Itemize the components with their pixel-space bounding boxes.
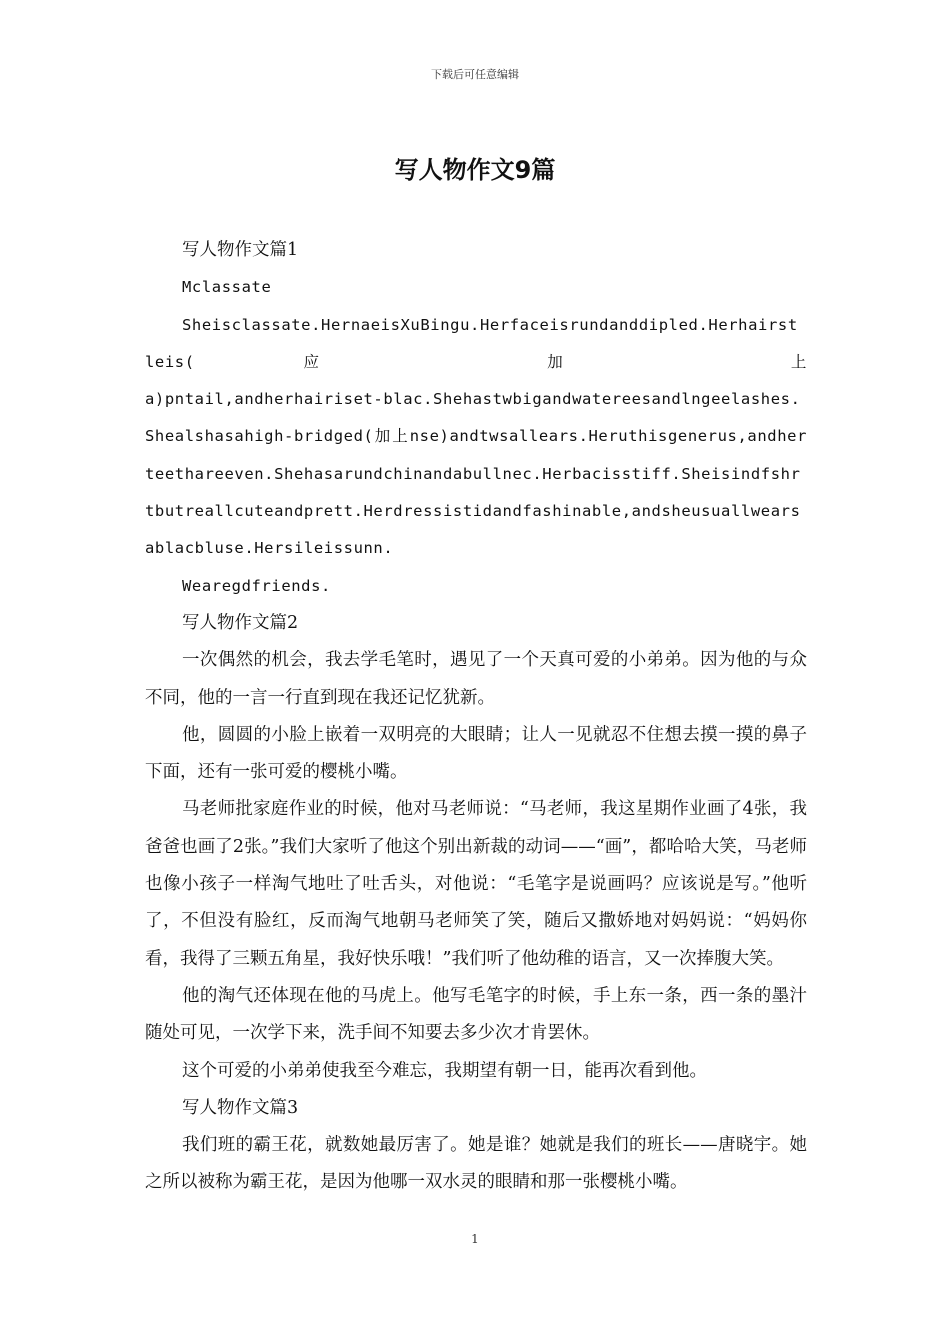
- section-heading-1: 写人物作文篇1: [182, 240, 299, 260]
- page-header: 下载后可任意编辑: [431, 68, 519, 81]
- chinese-fragment-3: 上: [790, 352, 808, 371]
- english-paragraph-1: [145, 307, 807, 568]
- english-line-2: Wearegdfriends.: [182, 576, 331, 595]
- paragraph: 马老师批家庭作业的时候，他对马老师说：“马老师，我这星期作业画了4张，我爸爸也画了2张。”我们大家听了他这个别出新裁的动词——“画”，都哈哈大笑，马老师也像小孩子一样淘气地吐了吐舌头，对他说：“毛笔字是说画吗？应该说是写。”他听了，不但没有脸红，反而淘气地朝马老师笑了笑，随后又撒娇地对妈妈说：“妈妈你看，我得了三颗五角星，我好快乐哦！”我们听了他幼稚的语言，又一次捧腹大笑。: [145, 799, 807, 969]
- paragraph: 我们班的霸王花，就数她最厉害了。她是谁？她就是我们的班长——唐晓宇。她之所以被称为霸王花，是因为他哪一双水灵的眼睛和那一张樱桃小嘴。: [145, 1135, 807, 1193]
- paragraph: 这个可爱的小弟弟使我至今难忘，我期望有朝一日，能再次看到他。: [182, 1060, 707, 1081]
- english-paragraph-line-1: [145, 307, 807, 382]
- page-number: 1: [471, 1232, 479, 1246]
- chinese-fragment-2: 加: [547, 352, 673, 371]
- chinese-fragment-1: 应: [194, 352, 429, 371]
- paragraph: 一次偶然的机会，我去学毛笔时，遇见了一个天真可爱的小弟弟。因为他的与众不同，他的一言一行直到现在我还记忆犹新。: [145, 650, 807, 708]
- paragraph: 他，圆圆的小脸上嵌着一双明亮的大眼睛；让人一见就忍不住想去摸一摸的鼻子下面，还有一张可爱的樱桃小嘴。: [145, 724, 807, 783]
- section-heading-3: 写人物作文篇3: [182, 1097, 299, 1118]
- english-line-1: Mclassate: [182, 278, 272, 297]
- english-text-1: Sheisclassate.HernaeisXuBingu.Herfaceisrundanddipled.Herhairstleis(: [145, 315, 798, 371]
- section-heading-2: 写人物作文篇2: [182, 612, 299, 633]
- english-paragraph-rest: a)pntail,andherhairiset-blac.Shehastwbigandwatereesandlngeelashes.Shealshasahigh-bridged(加上nse)andtwsallears.Heruthisgenerus,andherteethareeven.Shehasarundchinandabullnec.Herbacisstiff.Sheisindfshrtbutreallcuteandprett.Herdressistidandfashinable,andsheusuallwearsablacbluse.Hersileissunn.: [145, 390, 807, 558]
- document-title: 写人物作文9篇: [394, 156, 556, 184]
- document-body: [145, 232, 807, 1202]
- paragraph: 他的淘气还体现在他的马虎上。他写毛笔字的时候，手上东一条，西一条的墨汁随处可见，一次学下来，洗手间不知要去多少次才肯罢休。: [145, 985, 807, 1044]
